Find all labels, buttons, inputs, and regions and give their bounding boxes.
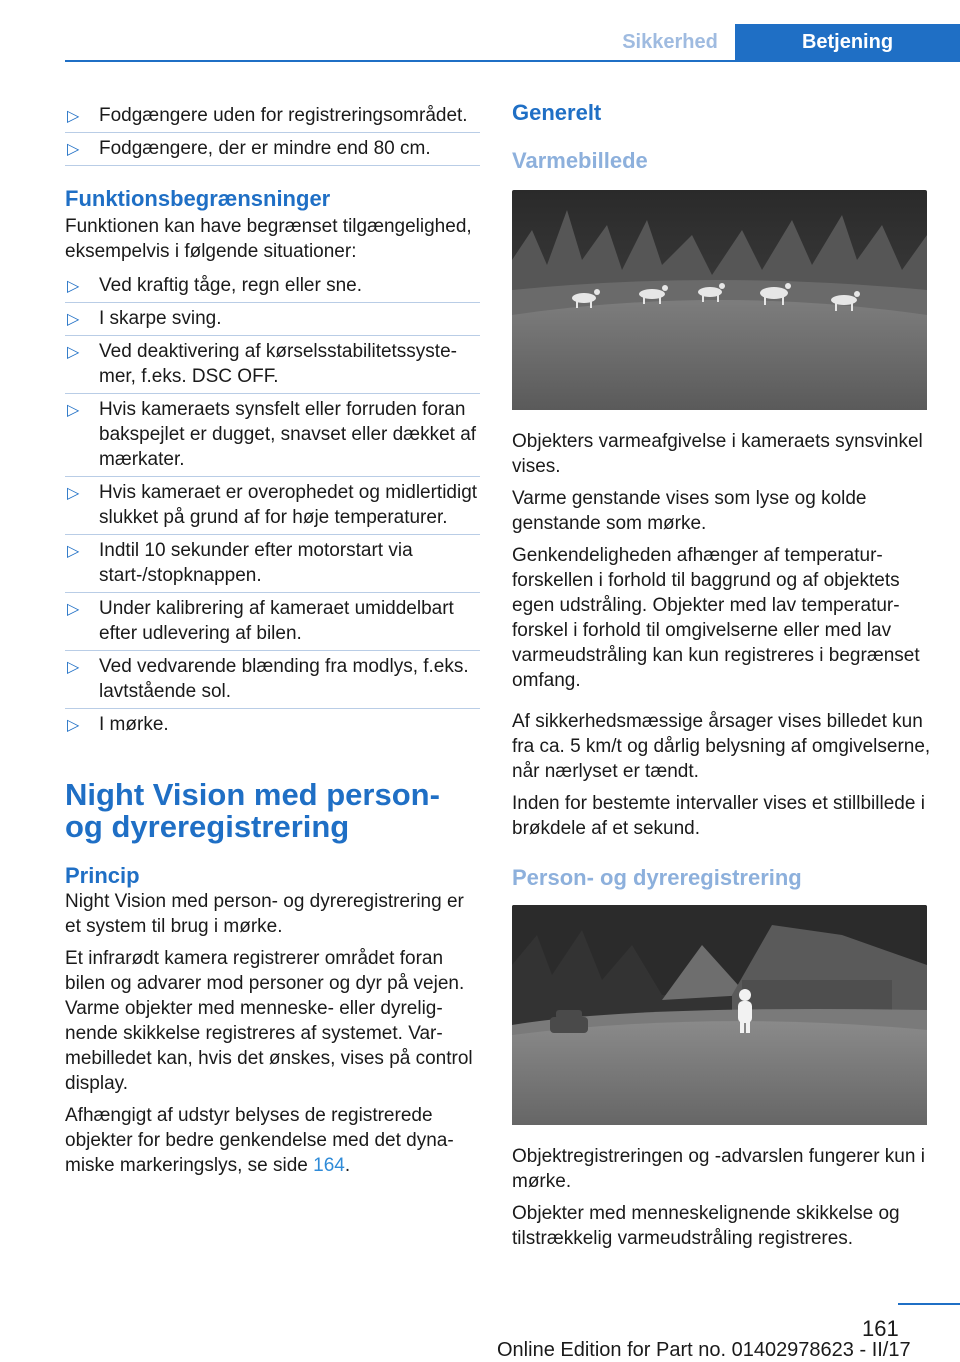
triangle-right-icon: ▷ [67,485,80,502]
list-item: ▷ Hvis kameraets synsfelt eller forruden foran bakspejlet er dugget, snavset eller dækket af mærkater. [65,394,480,477]
footer-rule [898,1303,960,1305]
list-item: ▷ Ved deaktivering af kørselsstabilitetssystemer, f.eks. DSC OFF. [65,336,480,394]
thermal-image-animals [512,190,927,415]
triangle-right-icon: ▷ [67,278,80,295]
triangle-right-icon: ▷ [67,311,80,328]
limits-list [65,270,480,741]
list-item: ▷ I mørke. [65,709,480,741]
page-number: 161 [862,1316,899,1341]
principle-heading: Princip [65,863,140,888]
page-reference-link[interactable]: 164 [313,1155,345,1176]
triangle-right-icon: ▷ [67,601,80,618]
right-column [512,100,932,1251]
general-heading: Generelt [512,100,602,125]
limits-heading: Funktionsbegrænsninger [65,186,331,211]
principle-paragraph-2: Et infrarødt kamera registrerer området foran bilen og advarer mod personer og dyr på vejen. Varme objekter med menneske- eller dyrelignende skikkelse registreres af systemet. Varmebilledet kan, hvis det ønskes, vises på control display. [65,948,473,1094]
section-title: Night Vision med person- og dyreregistrering [65,777,440,844]
detection-heading: Person- og dyreregistrering [512,865,802,890]
thermal-image-pedestrian [512,905,927,1130]
list-item: ▷ Ved vedvarende blænding fra modlys, f.eks. lavtstående sol. [65,651,480,709]
principle-paragraph-1: Night Vision med person- og dyreregistrering er et system til brug i mørke. [65,891,464,937]
list-item: ▷ Under kalibrering af kameraet umiddelbart efter udlevering af bilen. [65,593,480,651]
triangle-right-icon: ▷ [67,108,80,125]
triangle-right-icon: ▷ [67,141,80,158]
triangle-right-icon: ▷ [67,659,80,676]
detection-paragraph-1: Objektregistreringen og -advarslen fungerer kun i mørke. [512,1146,925,1192]
thermal-paragraph-2: Varme genstande vises som lyse og kolde genstande som mørke. [512,488,867,534]
detection-paragraph-2: Objekter med menneskelignende skikkelse og tilstrækkelig varmeudstråling registreres. [512,1203,900,1249]
thermal-paragraph-1: Objekters varmeafgivelse i kameraets synsvinkel vises. [512,431,923,477]
tab-sikkerhed[interactable]: Sikkerhed [605,24,735,61]
list-item: ▷ Hvis kameraet er overophedet og midlertidigt slukket på grund af for høje temperaturer. [65,477,480,535]
header-rule [65,60,960,62]
list-item: ▷ Indtil 10 sekunder efter motorstart via start-/stopknappen. [65,535,480,593]
edition-footer: Online Edition for Part no. 01402978623 - II/17 [497,1339,911,1361]
triangle-right-icon: ▷ [67,717,80,734]
pedestrian-exclusions-list [65,100,480,166]
left-column [65,100,480,1178]
triangle-right-icon: ▷ [67,344,80,361]
list-item: ▷ Fodgængere uden for registreringsområdet. [65,100,480,133]
limits-intro: Funktionen kan have begrænset tilgængelighed, eksempelvis i følgende situationer: [65,216,472,262]
thermal-paragraph-3: Genkendeligheden afhænger af temperaturforskellen i forhold til baggrund og af objektets egen udstråling. Objekter med lav temperaturforskel i forhold til omgivelserne eller med lav varmeudstråling kan kun registreres i begrænset omfang. [512,545,920,691]
triangle-right-icon: ▷ [67,402,80,419]
thermal-paragraph-5: Inden for bestemte intervaller vises et stillbillede i brøkdele af et sekund. [512,793,925,839]
thermal-paragraph-4: Af sikkerhedsmæssige årsager vises billedet kun fra ca. 5 km/t og dårlig belysning af omgivelserne, når nærlyset er tændt. [512,711,931,782]
triangle-right-icon: ▷ [67,543,80,560]
thermal-image-heading: Varmebillede [512,148,648,173]
tab-betjening[interactable]: Betjening [735,24,960,61]
list-item: ▷ I skarpe sving. [65,303,480,336]
list-item: ▷ Ved kraftig tåge, regn eller sne. [65,270,480,303]
principle-paragraph-3: Afhængigt af udstyr belyses de registrerede objekter for bedre genkendelse med det dynamiske markeringslys, se side 164. [65,1105,454,1176]
list-item: ▷ Fodgængere, der er mindre end 80 cm. [65,133,480,166]
